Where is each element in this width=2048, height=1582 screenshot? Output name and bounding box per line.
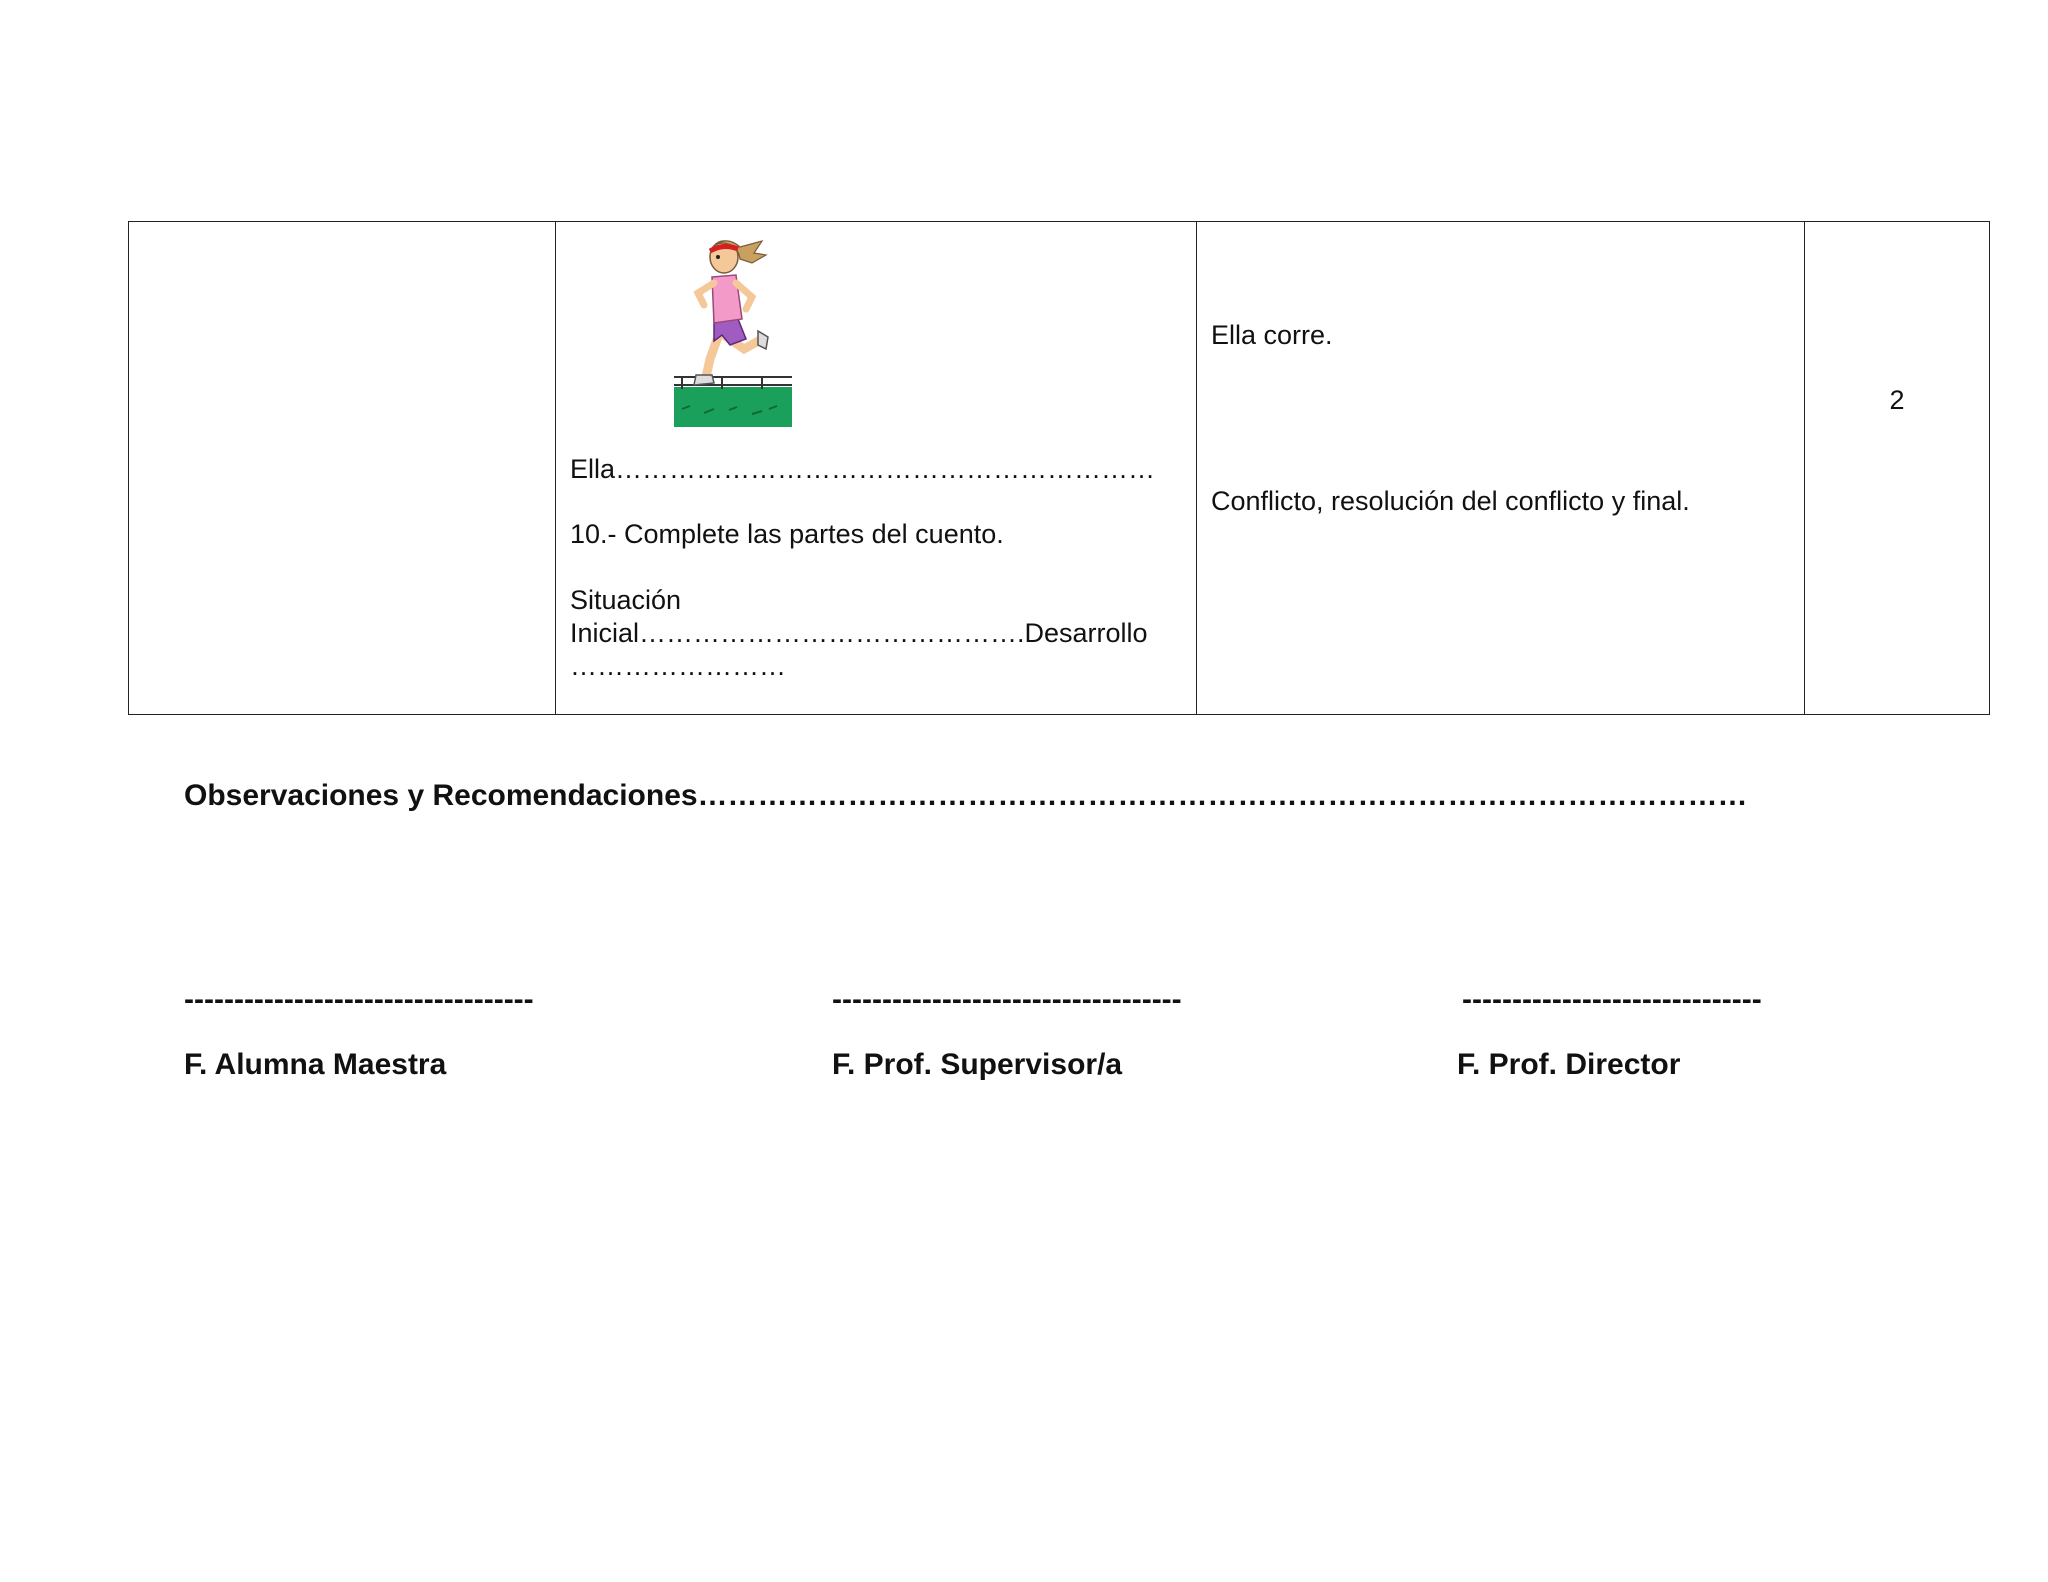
activity-table [128, 221, 1990, 715]
question-10: 10.- Complete las partes del cuento. [570, 519, 1004, 549]
answer-2: Conflicto, resolución del conflicto y final. [1211, 486, 1690, 516]
signature-line-supervisor: ----------------------------------- [832, 983, 1182, 1016]
ella-line: Ella…………………………………………………… [570, 454, 1156, 484]
situacion-line-2: Inicial…………………………………….Desarrollo [570, 618, 1148, 648]
table-cell-activity [556, 222, 1197, 715]
signature-label-alumna: F. Alumna Maestra [184, 1048, 447, 1081]
table-cell-score [1805, 222, 1990, 715]
table-cell-empty [129, 222, 556, 715]
answer-1: Ella corre. [1211, 320, 1333, 350]
situacion-line-1: Situación [570, 585, 682, 615]
signature-line-director: ------------------------------ [1462, 983, 1762, 1016]
signature-label-supervisor: F. Prof. Supervisor/a [832, 1048, 1123, 1081]
signature-label-director: F. Prof. Director [1457, 1048, 1681, 1081]
table-cell-answers [1197, 222, 1805, 715]
table-row [129, 222, 1990, 715]
score-value: 2 [1889, 385, 1905, 415]
situacion-line-3: …………………… [570, 651, 786, 681]
signature-line-alumna: ----------------------------------- [184, 983, 534, 1016]
observaciones-label: Observaciones y Recomendaciones…………………………………………………………………………………………… [184, 779, 1748, 812]
running-girl-icon [674, 227, 794, 429]
